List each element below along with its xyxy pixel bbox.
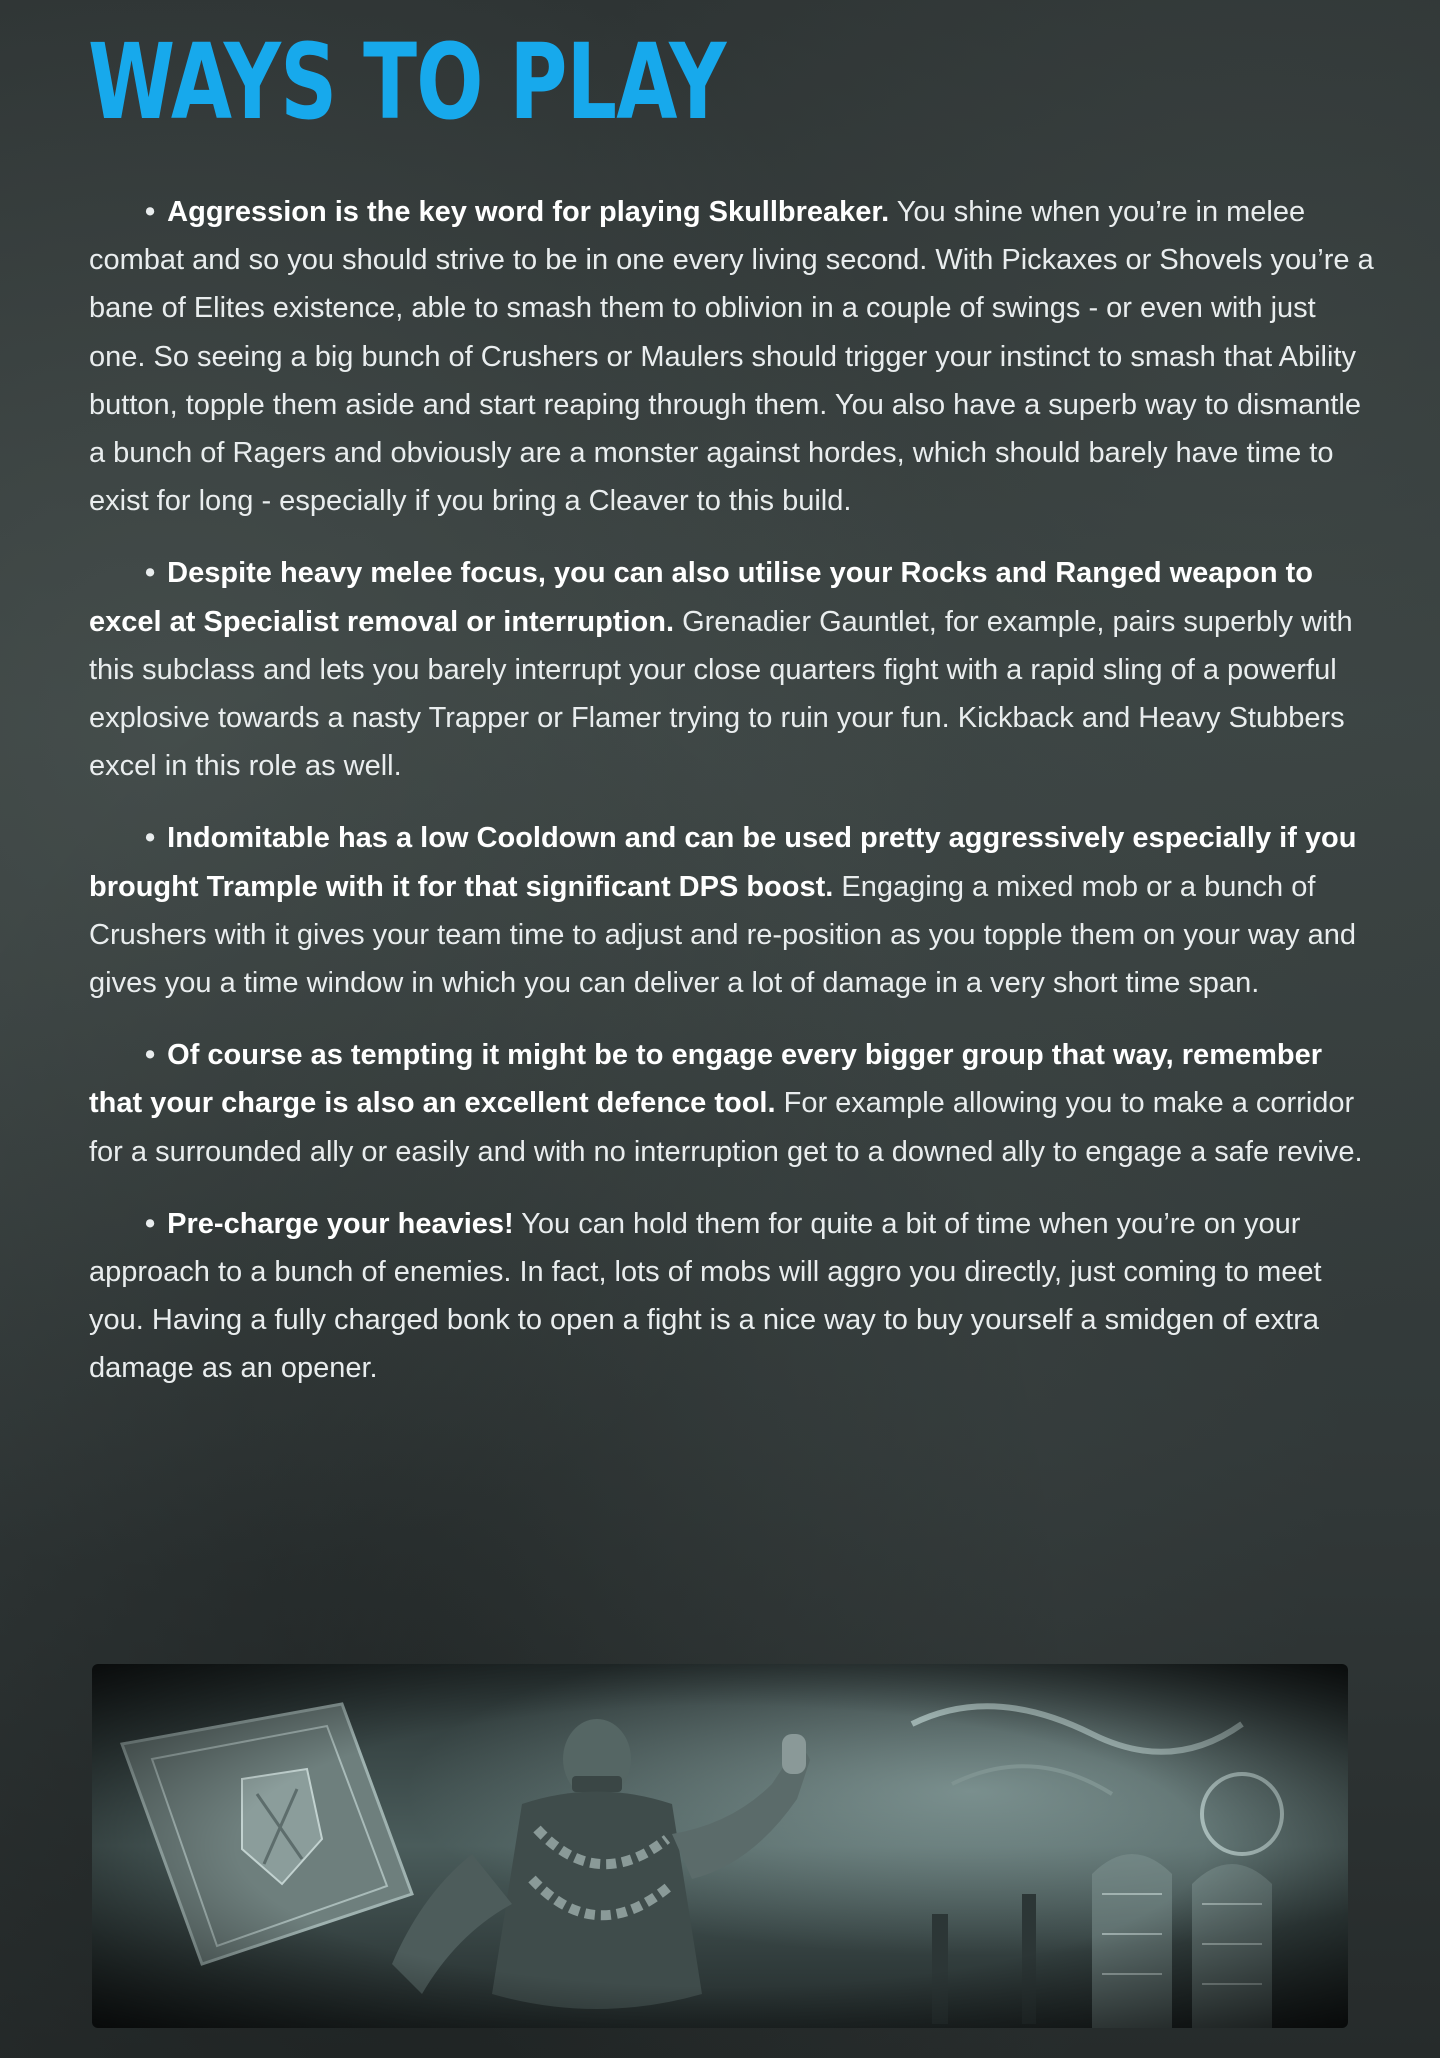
bullet-lead-text: Aggression is the key word for playing Skullbreaker. bbox=[167, 196, 890, 228]
bullet-item-aggression bbox=[89, 188, 1379, 525]
bullet-body-text: For example allowing you to make a corridor for a surrounded ally or easily and with no interruption get to a downed ally to engage a safe revive. bbox=[89, 1087, 1363, 1168]
bullet-lead-text: Indomitable has a low Cooldown and can be used pretty aggressively especially if you brought Trample with it for that significant DPS boost. bbox=[89, 822, 1357, 903]
artwork-illustration bbox=[92, 1664, 1348, 2028]
bullet-marker: • bbox=[145, 1039, 156, 1072]
bullet-marker: • bbox=[145, 822, 156, 855]
bullet-item-ranged bbox=[89, 549, 1379, 790]
bullet-item-defence bbox=[89, 1031, 1379, 1176]
bullet-item-indomitable bbox=[89, 814, 1379, 1007]
bullet-body-text: Grenadier Gauntlet, for example, pairs superbly with this subclass and lets you barely interrupt your close quarters fight with a rapid sling of a powerful explosive towards a nasty Trapper or Flamer trying to ruin your fun. Kickback and Heavy Stubbers excel in this role as well. bbox=[89, 605, 1353, 783]
bullet-body-text: You shine when you’re in melee combat and so you should strive to be in one every living second. With Pickaxes or Shovels you’re a bane of Elites existence, able to smash them to oblivion in a couple of swings - or even with just one. So seeing a big bunch of Crushers or Maulers should trigger your instinct to smash that Ability button, topple them aside and start reaping through them. You also have a superb way to dismantle a bunch of Ragers and obviously are a monster against hordes, which should barely have time to exist for long - especially if you bring a Cleaver to this build. bbox=[89, 196, 1374, 518]
skullbreaker-artwork bbox=[92, 1664, 1348, 2028]
bullet-marker: • bbox=[145, 557, 156, 590]
bullet-lead-text: Pre-charge your heavies! bbox=[167, 1207, 514, 1240]
page-title: WAYS TO PLAY bbox=[88, 21, 726, 143]
bullet-lead-text: Of course as tempting it might be to engage every bigger group that way, remember that your charge is also an excellent defence tool. bbox=[89, 1039, 1323, 1120]
bullet-item-precharge bbox=[89, 1200, 1379, 1393]
bullet-marker: • bbox=[145, 1207, 156, 1240]
bullet-body-text: Engaging a mixed mob or a bunch of Crushers with it gives your team time to adjust and re-position as you topple them on your way and gives you a time window in which you can deliver a lot of damage in a very short time span. bbox=[89, 870, 1356, 1000]
bullet-list bbox=[89, 188, 1379, 1417]
bullet-lead-text: Despite heavy melee focus, you can also utilise your Rocks and Ranged weapon to excel at Specialist removal or interruption. bbox=[89, 557, 1313, 638]
bullet-body-text: You can hold them for quite a bit of time when you’re on your approach to a bunch of enemies. In fact, lots of mobs will aggro you directly, just coming to meet you. Having a fully charged bonk to open a fight is a nice way to buy yourself a smidgen of extra damage as an opener. bbox=[89, 1207, 1322, 1385]
bullet-marker: • bbox=[145, 196, 156, 228]
